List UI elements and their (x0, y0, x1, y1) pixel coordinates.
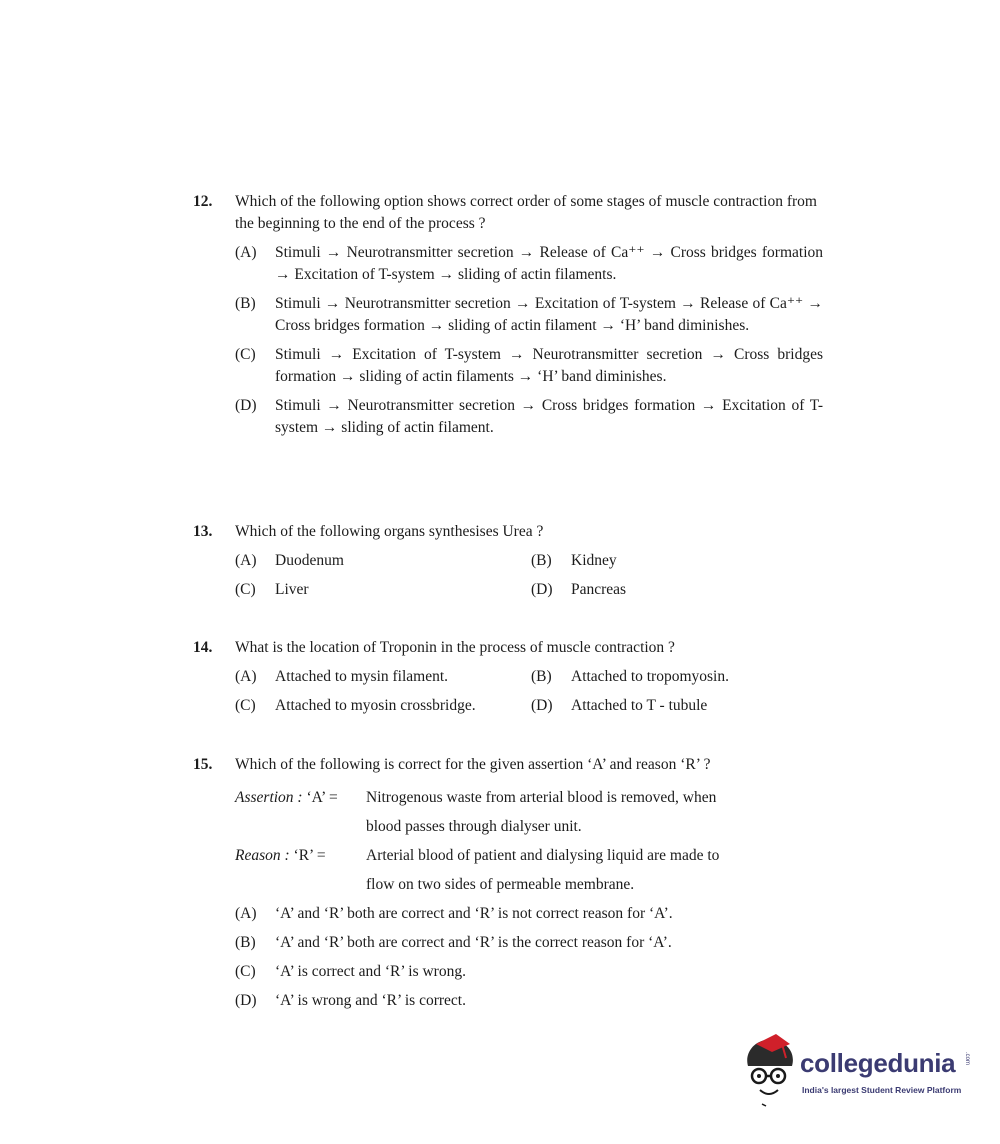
option-text: ‘A’ and ‘R’ both are correct and ‘R’ is not correct reason for ‘A’. (275, 905, 673, 922)
option-c (235, 344, 823, 388)
mascot-icon (742, 1030, 804, 1110)
reason-label (235, 841, 326, 870)
option-text: Liver (275, 581, 309, 598)
option-d (235, 986, 823, 1015)
option-label: (A) (235, 244, 257, 261)
reason-key: ‘R’ = (293, 847, 326, 864)
option-label: (D) (531, 697, 553, 714)
reason-text: Arterial blood of patient and dialysing liquid are made to (366, 847, 720, 864)
options-grid (235, 666, 823, 717)
option-label: (B) (235, 295, 256, 312)
option-a (235, 899, 823, 928)
question-14 (193, 637, 823, 717)
logo-tagline: India's largest Student Review Platform (802, 1085, 962, 1095)
option-c (235, 579, 531, 601)
option-text: ‘A’ and ‘R’ both are correct and ‘R’ is the correct reason for ‘A’. (275, 934, 672, 951)
question-text: Which of the following organs synthesises Urea ? (235, 523, 544, 540)
option-label: (C) (235, 346, 256, 363)
assertion-text: Nitrogenous waste from arterial blood is removed, when (366, 789, 717, 806)
question-12 (193, 191, 823, 439)
option-label: (A) (235, 552, 257, 569)
question-number: 14. (193, 639, 213, 656)
option-label: (A) (235, 668, 257, 685)
option-c (235, 957, 823, 986)
assertion-text-cont: blood passes through dialyser unit. (366, 818, 582, 835)
option-d (531, 695, 827, 717)
assertion-line-1 (235, 783, 823, 812)
option-label: (B) (235, 934, 256, 951)
option-label: (C) (235, 963, 256, 980)
question-number: 15. (193, 756, 213, 773)
option-text: Stimuli → Neurotransmitter secretion → Cross bridges formation → Excitation of T-system → sliding of actin filament. (275, 397, 823, 436)
option-text: ‘A’ is wrong and ‘R’ is correct. (275, 992, 466, 1009)
option-text: Attached to myosin crossbridge. (275, 697, 476, 714)
question-13 (193, 521, 823, 601)
option-text: Attached to mysin filament. (275, 668, 449, 685)
option-b (531, 550, 827, 572)
option-d (235, 395, 823, 439)
question-text: What is the location of Troponin in the process of muscle contraction ? (235, 639, 675, 656)
option-label: (D) (235, 992, 257, 1009)
option-text: Stimuli → Neurotransmitter secretion → Release of Ca⁺⁺ → Cross bridges formation → Excitation of T-system → sliding of actin filaments. (275, 244, 823, 283)
option-label: (B) (531, 668, 552, 685)
reason-line-2 (235, 870, 823, 899)
option-label: (C) (235, 581, 256, 598)
assertion-reason-block (235, 783, 823, 899)
option-text: Pancreas (571, 581, 627, 598)
question-15 (193, 754, 823, 1015)
option-b (531, 666, 827, 688)
assertion-key: ‘A’ = (306, 789, 338, 806)
collegedunia-logo (742, 1030, 972, 1110)
option-text: Stimuli → Neurotransmitter secretion → Excitation of T-system → Release of Ca⁺⁺ → Cross bridges formation → sliding of actin filament → ‘H’ band diminishes. (275, 295, 823, 334)
logo-com: .com (964, 1052, 970, 1066)
option-b (235, 928, 823, 957)
option-text: Stimuli → Excitation of T-system → Neurotransmitter secretion → Cross bridges formation → sliding of actin filaments → ‘H’ band diminishes. (275, 346, 823, 385)
question-number: 12. (193, 193, 213, 210)
option-text: Kidney (571, 552, 617, 569)
option-text: ‘A’ is correct and ‘R’ is wrong. (275, 963, 466, 980)
reason-line-1 (235, 841, 823, 870)
option-label: (D) (235, 397, 257, 414)
option-text: Duodenum (275, 552, 344, 569)
option-a (235, 242, 823, 286)
question-number: 13. (193, 523, 213, 540)
option-text: Attached to T - tubule (571, 697, 708, 714)
option-d (531, 579, 827, 601)
reason-text-cont: flow on two sides of permeable membrane. (366, 876, 635, 893)
option-label: (D) (531, 581, 553, 598)
option-label: (A) (235, 905, 257, 922)
assertion-line-2 (235, 812, 823, 841)
options-grid (235, 550, 823, 601)
question-text: Which of the following is correct for the given assertion ‘A’ and reason ‘R’ ? (235, 756, 711, 773)
option-a (235, 550, 531, 572)
assertion-label (235, 783, 338, 812)
option-text: Attached to tropomyosin. (571, 668, 729, 685)
option-label: (C) (235, 697, 256, 714)
assertion-word: Assertion : (235, 789, 303, 806)
option-c (235, 695, 531, 717)
logo-wordmark: collegedunia (800, 1048, 956, 1078)
option-label: (B) (531, 552, 552, 569)
question-text: Which of the following option shows correct order of some stages of muscle contraction from the beginning to the end of the process ? (235, 193, 817, 232)
option-b (235, 293, 823, 337)
option-a (235, 666, 531, 688)
reason-word: Reason : (235, 847, 290, 864)
